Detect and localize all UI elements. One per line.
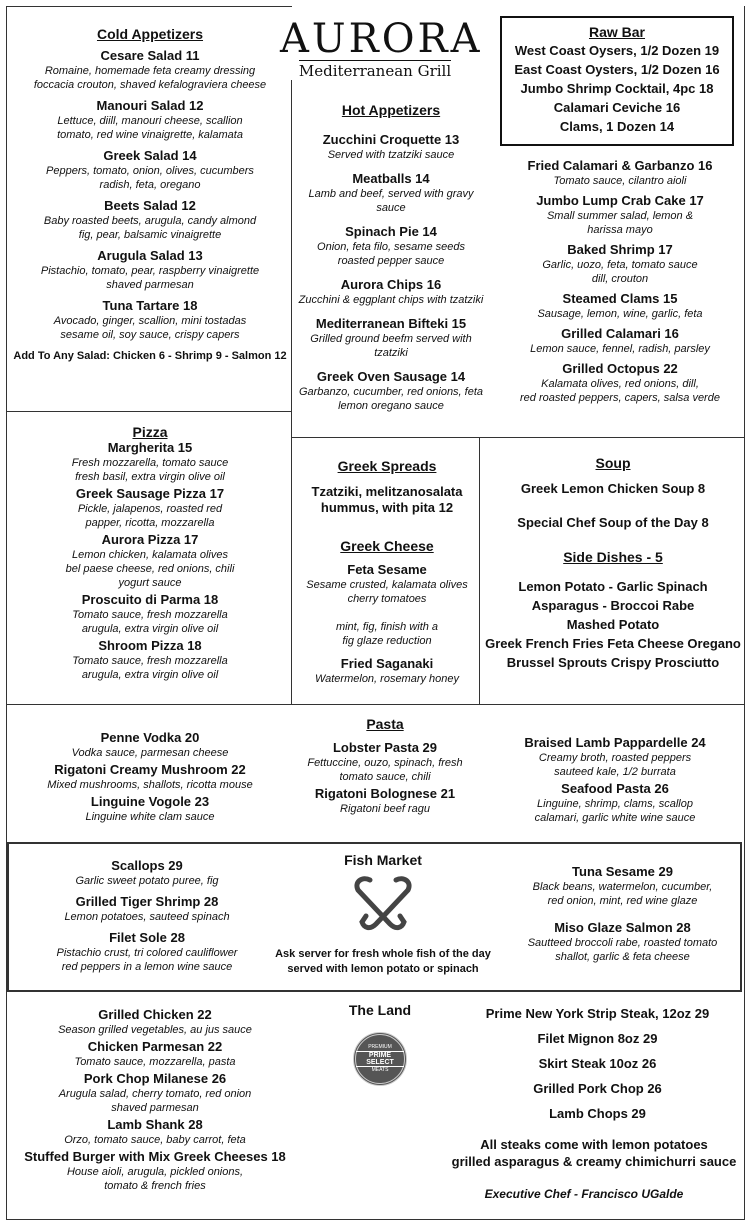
raw-bar-box: [500, 16, 734, 146]
cold-appetizers-heading: Cold Appetizers: [96, 26, 204, 42]
menu-line: East Coast Oysters, 1/2 Dozen 16: [514, 62, 720, 77]
menu-item-description: Tomato sauce, fresh mozzarella arugula, extra virgin olive oil: [72, 609, 228, 635]
menu-item: [300, 740, 470, 784]
menu-item-title: Meatballs 14: [352, 171, 430, 186]
menu-item-description: Lemon potatoes, sauteed spinach: [64, 911, 230, 923]
pasta-mid: [300, 716, 470, 818]
fish-market-center: [268, 852, 498, 977]
menu-item-description: Kalamata olives, red onions, dill, red roasted peppers, capers, salsa verde: [520, 378, 720, 404]
menu-line: Calamari Ceviche 16: [553, 100, 681, 115]
menu-item-title: Lobster Pasta 29: [332, 740, 438, 755]
menu-item: [10, 48, 290, 92]
menu-item: [10, 148, 290, 192]
menu-item-description: Sesame crusted, kalamata olives cherry tomatoes mint, fig, finish with a fig glaze reduction: [306, 579, 468, 647]
menu-item: [500, 361, 740, 405]
menu-line: Jumbo Shrimp Cocktail, 4pc 18: [520, 81, 714, 96]
menu-item-description: Zucchini & eggplant chips with tzatziki: [298, 294, 484, 306]
menu-item: [12, 930, 282, 974]
menu-item: [500, 326, 740, 356]
menu-item-title: Manouri Salad 12: [96, 98, 204, 113]
menu-item-title: Braised Lamb Pappardelle 24: [524, 735, 706, 750]
hot-appetizers-right: [500, 158, 740, 410]
menu-item-title: Seafood Pasta 26: [561, 781, 669, 796]
menu-item-title: Fried Saganaki: [340, 656, 434, 671]
menu-item: [296, 277, 486, 307]
menu-item-description: Served with tzatziki sauce: [327, 149, 455, 161]
menu-item: [490, 735, 740, 779]
menu-item-description: Watermelon, rosemary honey: [314, 673, 460, 685]
brand-name: AURORA: [280, 16, 483, 62]
menu-item-title: Pork Chop Milanese 26: [83, 1071, 227, 1086]
menu-item: [10, 198, 290, 242]
fish-left: [12, 858, 282, 980]
spreads-section: [295, 458, 479, 694]
menu-item-title: Shroom Pizza 18: [98, 638, 202, 653]
menu-item-description: Grilled ground beefm served with tzatziki: [310, 333, 472, 359]
menu-item-description: Pickle, jalapenos, roasted red papper, ricotta, mozzarella: [77, 503, 223, 529]
menu-item-description: Vodka sauce, parmesan cheese: [71, 747, 229, 759]
greek-cheese-list: [295, 562, 479, 686]
menu-item-title: Grilled Octopus 22: [562, 361, 678, 376]
greek-spreads-heading: Greek Spreads: [337, 458, 437, 474]
fish-market-heading: Fish Market: [344, 852, 422, 868]
menu-line: Greek Lemon Chicken Soup 8: [520, 481, 706, 496]
menu-item-title: Miso Glaze Salmon 28: [554, 920, 691, 935]
menu-item-title: Fried Calamari & Garbanzo 16: [527, 158, 713, 173]
menu-item: [10, 730, 290, 760]
menu-item-title: Mediterranean Bifteki 15: [315, 316, 467, 331]
menu-item-title: Margherita 15: [107, 440, 193, 455]
menu-line: Skirt Steak 10oz 26: [538, 1056, 657, 1071]
greek-spreads-item: Tzatziki, melitzanosalata hummus, with pita 12: [311, 484, 463, 515]
badge-top: PREMIUM: [368, 1044, 392, 1050]
menu-line: Grilled Pork Chop 26: [533, 1081, 662, 1096]
menu-item: [10, 638, 290, 682]
menu-item-description: Garlic sweet potato puree, fig: [75, 875, 219, 887]
menu-item: [10, 592, 290, 636]
menu-item: [296, 369, 486, 413]
menu-item-title: Lamb Shank 28: [107, 1117, 203, 1132]
menu-item: [500, 242, 740, 286]
salad-addon: Add To Any Salad: Chicken 6 - Shrimp 9 - Salmon 12: [13, 350, 287, 362]
menu-item-description: Orzo, tomato sauce, baby carrot, feta: [64, 1134, 246, 1146]
cold-appetizers-section: [10, 26, 290, 362]
menu-line: Prime New York Strip Steak, 12oz 29: [485, 1006, 710, 1021]
menu-item-description: Mixed mushrooms, shallots, ricotta mouse: [47, 779, 253, 791]
pizza-section: [10, 424, 290, 684]
menu-item-description: Romaine, homemade feta creamy dressing foccacia crouton, shaved kefalograviera cheese: [33, 65, 267, 91]
menu-item-description: Small summer salad, lemon & harissa mayo: [546, 210, 694, 236]
hot-appetizers-right-list: [500, 158, 740, 405]
menu-item-title: Filet Sole 28: [109, 930, 185, 945]
menu-item-title: Stuffed Burger with Mix Greek Cheeses 18: [24, 1149, 286, 1164]
menu-item-description: Black beans, watermelon, cucumber, red onion, mint, red wine glaze: [532, 881, 713, 907]
menu-item: [296, 132, 486, 162]
menu-line: Asparagus - Broccoi Rabe: [531, 598, 695, 613]
menu-item-description: House aioli, arugula, pickled onions, tomato & french fries: [66, 1166, 244, 1192]
menu-line: Lamb Chops 29: [549, 1106, 646, 1121]
executive-chef: Executive Chef - Francisco UGalde: [484, 1187, 684, 1201]
pasta-right: [490, 735, 740, 827]
menu-item: [10, 1039, 300, 1069]
soup-heading: Soup: [595, 455, 631, 471]
land-center: [320, 1002, 440, 1086]
menu-item: [10, 1117, 300, 1147]
menu-item: [10, 248, 290, 292]
menu-item: [295, 656, 479, 686]
menu-item-description: Rigatoni beef ragu: [340, 803, 430, 815]
fish-hooks-icon: [348, 872, 418, 942]
menu-item-description: Lemon chicken, kalamata olives bel paese cheese, red onions, chili yogurt sauce: [65, 549, 235, 589]
menu-item-description: Tomato sauce, mozzarella, pasta: [74, 1056, 236, 1068]
menu-item-description: Lettuce, diill, manouri cheese, scallion tomato, red wine vinaigrette, kalamata: [57, 115, 243, 141]
menu-item-title: Rigatoni Bolognese 21: [314, 786, 456, 801]
side-dishes-list: [482, 579, 744, 671]
pasta-left: [10, 730, 290, 826]
land-left: [10, 1007, 300, 1195]
prime-select-badge: [353, 1032, 407, 1086]
menu-item-title: Greek Salad 14: [103, 148, 197, 163]
menu-line: Filet Mignon 8oz 29: [537, 1031, 658, 1046]
menu-item-description: Garbanzo, cucumber, red onions, feta lemon oregano sauce: [298, 386, 484, 412]
menu-item: [296, 171, 486, 215]
menu-item-description: Fresh mozzarella, tomato sauce fresh basil, extra virgin olive oil: [71, 457, 229, 483]
menu-item-description: Lamb and beef, served with gravy sauce: [308, 188, 474, 214]
menu-item-description: Tomato sauce, cilantro aioli: [553, 175, 687, 187]
menu-item-description: Linguine white clam sauce: [85, 811, 215, 823]
menu-item-title: Grilled Tiger Shrimp 28: [75, 894, 219, 909]
menu-line: Brussel Sprouts Crispy Prosciutto: [506, 655, 720, 670]
menu-item-title: Tuna Tartare 18: [102, 298, 198, 313]
menu-item: [500, 193, 740, 237]
menu-item-description: Peppers, tomato, onion, olives, cucumbers radish, feta, oregano: [46, 165, 254, 191]
menu-item-title: Spinach Pie 14: [345, 224, 437, 239]
menu-item-title: Cesare Salad 11: [100, 48, 200, 63]
menu-item: [505, 864, 740, 908]
menu-item: [295, 562, 479, 648]
menu-line: Lemon Potato - Garlic Spinach: [518, 579, 708, 594]
raw-bar-list: [502, 43, 732, 135]
menu-line: Clams, 1 Dozen 14: [559, 119, 675, 134]
greek-cheese-heading: Greek Cheese: [340, 538, 434, 554]
menu-item-description: Sausage, lemon, wine, garlic, feta: [537, 308, 703, 320]
cold-appetizers-list: [10, 48, 290, 342]
menu-item-title: Aurora Pizza 17: [101, 532, 199, 547]
menu-line: Mashed Potato: [566, 617, 660, 632]
hot-appetizers-section: [296, 102, 486, 422]
soup-section: [482, 455, 744, 674]
menu-item-description: Baby roasted beets, arugula, candy almond fig, pear, balsamic vinaigrette: [43, 215, 257, 241]
menu-item-title: Aurora Chips 16: [340, 277, 442, 292]
menu-item-title: Linguine Vogole 23: [90, 794, 210, 809]
menu-line: Special Chef Soup of the Day 8: [517, 515, 709, 530]
menu-item-title: Grilled Calamari 16: [561, 326, 679, 341]
menu-item: [10, 486, 290, 530]
menu-item-description: Linguine, shrimp, clams, scallop calamari, garlic white wine sauce: [534, 798, 696, 824]
menu-line: West Coast Oysers, 1/2 Dozen 19: [514, 43, 720, 58]
menu-item: [300, 786, 470, 816]
menu-item-title: Feta Sesame: [347, 562, 427, 577]
menu-item-title: Jumbo Lump Crab Cake 17: [536, 193, 704, 208]
brand-tagline: Mediterranean Grill: [298, 62, 452, 80]
menu-item-description: Onion, feta filo, sesame seeds roasted pepper sauce: [317, 241, 465, 267]
menu-item-title: Proscuito di Parma 18: [81, 592, 219, 607]
menu-item: [10, 440, 290, 484]
menu-line: Greek French Fries Feta Cheese Oregano: [485, 636, 741, 651]
steak-note: All steaks come with lemon potatoes grilled asparagus & creamy chimichurri sauce: [451, 1137, 737, 1169]
pizza-heading: Pizza: [132, 424, 168, 440]
menu-item: [490, 781, 740, 825]
menu-item: [12, 894, 282, 924]
menu-item-description: Arugula salad, cherry tomato, red onion shaved parmesan: [58, 1088, 252, 1114]
menu-item-title: Baked Shrimp 17: [567, 242, 673, 257]
menu-item: [10, 1149, 300, 1193]
menu-item-description: Pistachio crust, tri colored cauliflower red peppers in a lemon wine sauce: [56, 947, 238, 973]
menu-item: [10, 98, 290, 142]
badge-bot: MEATS: [371, 1067, 389, 1073]
menu-item-description: Fettuccine, ouzo, spinach, fresh tomato sauce, chili: [307, 757, 463, 783]
menu-item: [500, 158, 740, 188]
menu-item-title: Scallops 29: [111, 858, 183, 873]
menu-item-description: Avocado, ginger, scallion, mini tostadas sesame oil, soy sauce, crispy capers: [53, 315, 247, 341]
menu-item-description: Sautteed broccoli rabe, roasted tomato shallot, garlic & feta cheese: [527, 937, 718, 963]
menu-item-description: Lemon sauce, fennel, radish, parsley: [530, 343, 710, 355]
soup-list: [482, 481, 744, 531]
menu-item-title: Penne Vodka 20: [100, 730, 200, 745]
menu-item: [10, 762, 290, 792]
menu-item: [500, 291, 740, 321]
menu-item-title: Tuna Sesame 29: [572, 864, 673, 879]
badge-mid: PRIME SELECT: [356, 1051, 404, 1067]
pasta-heading: Pasta: [366, 716, 404, 732]
menu-item-description: Pistachio, tomato, pear, raspberry vinaigrette shaved parmesan: [40, 265, 260, 291]
side-dishes-heading: Side Dishes - 5: [563, 549, 663, 565]
menu-item-description: Tomato sauce, fresh mozzarella arugula, extra virgin olive oil: [72, 655, 228, 681]
menu-item: [296, 316, 486, 360]
brand: [280, 16, 483, 81]
the-land-heading: The Land: [348, 1002, 412, 1018]
menu-item-title: Greek Oven Sausage 14: [316, 369, 466, 384]
menu-item: [12, 858, 282, 888]
menu-item-description: Creamy broth, roasted peppers sauteed kale, 1/2 burrata: [538, 752, 692, 778]
menu-item-title: Zucchini Croquette 13: [322, 132, 460, 147]
hot-appetizers-list: [296, 132, 486, 413]
menu-item-description: Garlic, uozo, feta, tomato sauce dill, crouton: [542, 259, 698, 285]
land-right: [460, 1006, 735, 1131]
fish-right: [505, 864, 740, 976]
menu-item-title: Chicken Parmesan 22: [87, 1039, 223, 1054]
menu-item-title: Steamed Clams 15: [562, 291, 678, 306]
menu-item: [10, 1071, 300, 1115]
menu-item: [10, 1007, 300, 1037]
menu-item: [10, 532, 290, 590]
menu-item-description: Season grilled vegetables, au jus sauce: [58, 1024, 252, 1036]
menu-item-title: Grilled Chicken 22: [98, 1007, 212, 1022]
menu-item: [10, 298, 290, 342]
raw-bar-heading: Raw Bar: [588, 24, 646, 40]
pizza-list: [10, 440, 290, 682]
menu-item: [10, 794, 290, 824]
menu-item-title: Beets Salad 12: [104, 198, 196, 213]
menu-item: [505, 920, 740, 964]
menu-item-title: Greek Sausage Pizza 17: [75, 486, 225, 501]
fish-market-note: Ask server for fresh whole fish of the day served with lemon potato or spinach: [275, 948, 491, 975]
menu-item-title: Rigatoni Creamy Mushroom 22: [54, 762, 246, 777]
menu-item-title: Arugula Salad 13: [97, 248, 203, 263]
hot-appetizers-heading: Hot Appetizers: [341, 102, 441, 118]
menu-item: [296, 224, 486, 268]
